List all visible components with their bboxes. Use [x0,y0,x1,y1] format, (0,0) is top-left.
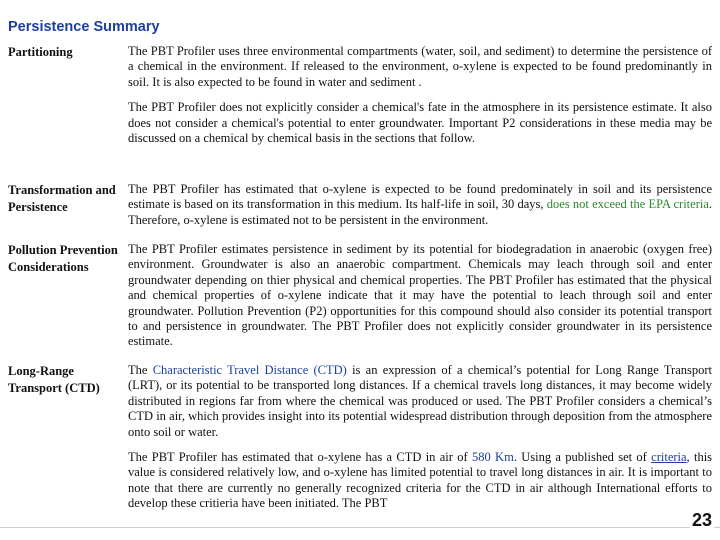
section-label-partitioning: Partitioning [8,45,73,59]
transformation-text-end: . Therefore, o-xylene is estimated not to be persistent in the environment. [128,197,713,227]
section-body-long-range-transport [128,363,712,522]
partitioning-paragraph-1: The PBT Profiler uses three environmental compartments (water, soil, and sediment) to determine the persistence of a chemical in the environment. If released to the environment, o-xylene is expected to be found predominantly in soil. It is also expected to be found in water and sediment . [128,44,712,89]
ctd-estimate-start: The PBT Profiler has estimated that o-xylene has a CTD in air of [128,450,468,465]
ctd-paragraph-1 [128,363,712,440]
ctd-paragraph-2 [128,450,712,512]
pollution-prevention-paragraph: The PBT Profiler estimates persistence in sediment by its potential for biodegradation in anaerobic (oxygen free) environment. Groundwater is also an anaerobic compartment. Chemicals may leach through soil and enter groundwater depending on thier physical and chemical properties. The PBT Profiler has estimated that the physical and chemical properties of o-xylene indicate that it may have the potential to leach through soil and enter groundwater. Pollution Prevention (P2) opportunities for this compound should also consider its potential transport to and persistence in groundwater. The PBT Profiler does not explicitly consider groundwater in its persistence estimate. [128,242,712,349]
ctd-value-link[interactable]: 580 Km [471,450,514,465]
partitioning-paragraph-2: The PBT Profiler does not explicitly consider a chemical's fate in the atmosphere in its persistence estimate. It also does not consider a chemical's potential to enter groundwater. Important P2 considerations in these media may be discussed on a chemical by chemical basis in the sections that follow. [128,100,712,146]
footer-divider [0,527,720,528]
transformation-paragraph [128,182,712,228]
section-body-partitioning [128,44,712,156]
page-title: Persistence Summary [8,19,160,35]
section-label-long-range-transport: Long-Range Transport (CTD) [8,364,100,395]
criteria-link[interactable]: criteria [651,450,687,465]
ctd-text-start: The [128,363,148,377]
section-label-transformation: Transformation and Persistence [8,183,116,214]
section-body-pollution-prevention [128,242,712,360]
transformation-text-start: The PBT Profiler has estimated that o-xylene is expected to be found predominately in soil and its persistence estimate is based on its transformation in this medium. Its half-life in soil, 30 days, [128,182,712,212]
page-number: 23 [691,510,712,530]
epa-criteria-link[interactable]: does not exceed the EPA criteria [546,197,709,212]
ctd-estimate-mid: . Using a published set of [513,450,647,465]
ctd-estimate-rest: , this value is considered relatively low, and o-xylene has limited potential to travel long distances in air. It is important to note that there are currently no generally recognized criteria for the CTD in air although International efforts to develop these critieria have been initiated. The PBT [128,450,713,511]
section-body-transformation [128,182,712,238]
ctd-definition-link[interactable]: Characteristic Travel Distance (CTD) [152,363,347,377]
section-label-pollution-prevention: Pollution Prevention Considerations [8,243,118,274]
ctd-text-rest: is an expression of a chemical’s potential for Long Range Transport (LRT), or its potential to be transported long distances. If a chemical travels long distances, it may become widely distributed in regions far from where the chemical was produced or used. The PBT Profiler considers a chemical’s CTD in air, which provides insight into its potential widespread distribution through deposition from the atmosphere onto soil or water. [128,363,713,439]
